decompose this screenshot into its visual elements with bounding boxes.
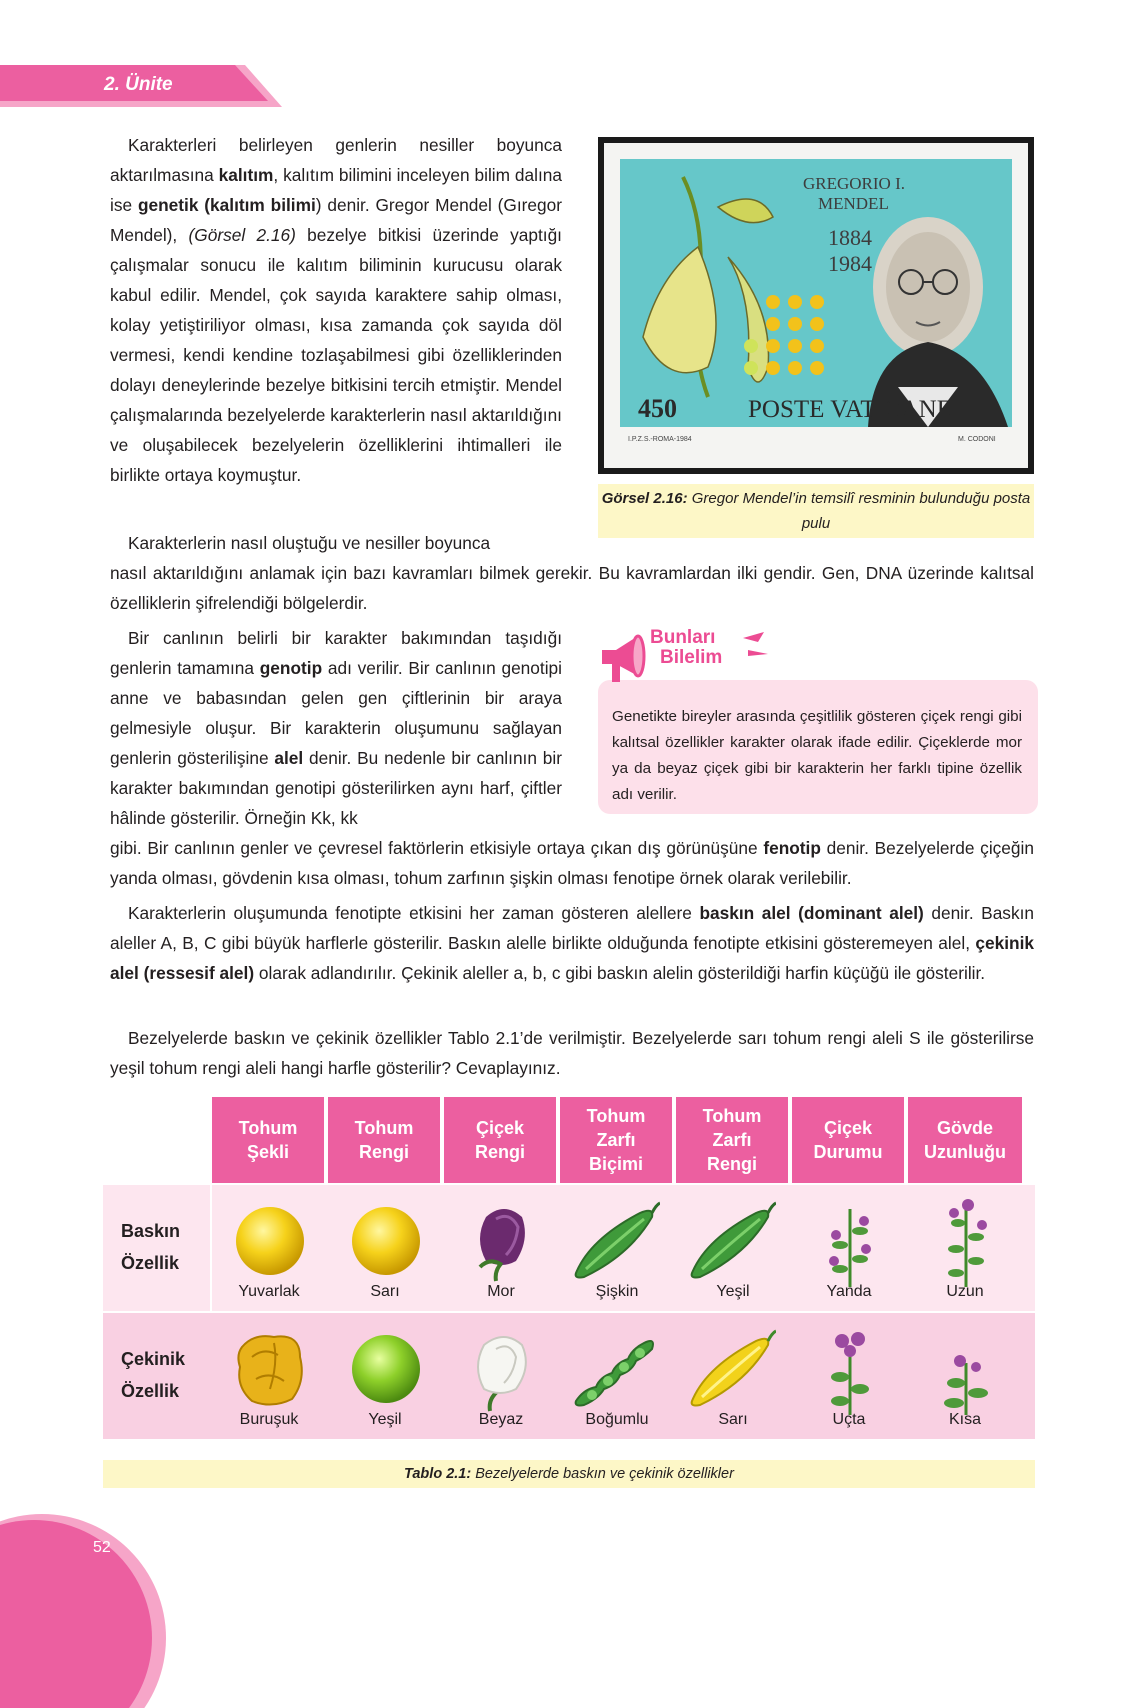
stamp-year-2: 1984: [828, 251, 872, 276]
cell-label: Yeşil: [368, 1411, 402, 1428]
cell-label: Mor: [487, 1283, 515, 1300]
plant-tall-icon: [930, 1199, 1000, 1289]
page-number-badge: [0, 1508, 170, 1708]
plant-axial-flowers-icon: [814, 1199, 884, 1289]
pea-wrinkled-icon: [234, 1327, 304, 1407]
cell-label: Kısa: [948, 1411, 981, 1428]
stamp-country: POSTE VATICANE: [748, 396, 952, 423]
text-run: Bir canlının belirli bir karakter bakımından taşıdığı genlerin tamamına: [110, 628, 562, 678]
figure-ref: (Görsel 2.16): [188, 225, 296, 245]
header-text: Çiçek Durumu: [813, 1118, 883, 1162]
unit-label: 2. Ünite: [104, 74, 173, 95]
header-cell: [444, 1097, 556, 1183]
purple-flower-icon: [466, 1199, 536, 1289]
caption-text: Bezelyelerde baskın ve çekinik özellikler: [471, 1466, 734, 1482]
header-text: Tohum Rengi: [354, 1118, 414, 1162]
cell-axial-flower: [792, 1185, 906, 1311]
stamp-year-1: 1884: [828, 225, 872, 250]
text-run: bezelye bitkisi üzerinde yaptığı çalışmalar sonucu ile kalıtım biliminin kurucusu olarak kabul edilir. Mendel, çok sayıda karaktere sahip olması, kolay yetiştiriliyor olması, kısa zamanda çok sayıda döl vermesi, kendi kendine tozlaşabilmesi gibi özelliklerinden dolayı deneylerinde bezelye bitkisini tercih etmiştir. Mendel çalışmalarında bezelyelerde karakterlerin nasıl aktarıldığını ve oluşabilecek bezelyelerin özelliklerini ihtimalleri ile birlikte ortaya koymuştur.: [110, 225, 562, 485]
stamp-name-1: GREGORIO I.: [803, 174, 905, 193]
cell-label: Uzun: [946, 1283, 984, 1300]
header-cell: [212, 1097, 324, 1183]
text-run: adı verilir. Bir canlının genotipi anne ve babasından gelen gen çiftlerinin bir araya gelmesiyle oluşur. Bir karakterin oluşumunu sağlayan genlerin gösterilişine: [110, 658, 562, 768]
cell-tall-stem: [908, 1185, 1022, 1311]
cell-terminal-flower: [792, 1313, 906, 1439]
pea-pod-inflated-icon: [570, 1199, 660, 1279]
cell-label: Yanda: [826, 1283, 872, 1300]
paragraph-1: [110, 130, 562, 490]
cell-label: Şişkin: [595, 1283, 639, 1300]
cell-green-pod: [676, 1185, 790, 1311]
text-run: denir. Bu nedenle bir canlının bir karakter bakımından genotipi gösterilirken aynı harf, çiftler hâlinde gösterilir. Örneğin Kk, kk: [110, 748, 562, 828]
term-dominant: baskın alel (dominant alel): [699, 903, 924, 923]
cell-yellow-pod: [676, 1313, 790, 1439]
info-title-line-1: Bunları: [650, 627, 716, 648]
mendel-stamp: [598, 137, 1034, 474]
cell-purple-flower: [444, 1185, 558, 1311]
cell-label: Uçta: [832, 1411, 866, 1428]
header-text: Çiçek Rengi: [474, 1118, 525, 1162]
header-cell: [908, 1097, 1022, 1183]
white-flower-icon: [466, 1327, 536, 1417]
figure-caption: [598, 484, 1034, 538]
cell-green-seed: [328, 1313, 442, 1439]
text-run: nasıl aktarıldığını anlamak için bazı kavramları bilmek gerekir. Bu kavramlardan ilki gendir. Gen, DNA üzerinde kalıtsal özelliklerin şifrelendiği bölgelerdir.: [110, 563, 1034, 613]
header-text: Tohum Zarfı Biçimi: [586, 1106, 646, 1174]
pea-pod-constricted-icon: [570, 1327, 660, 1407]
header-text: Gövde Uzunluğu: [924, 1118, 1006, 1162]
text-run: Karakterlerin oluşumunda fenotipte etkisini her zaman gösteren alellere: [128, 903, 700, 923]
cell-wrinkled-seed: [212, 1313, 326, 1439]
paragraph-2-rest: [110, 558, 1034, 618]
cell-label: Yuvarlak: [238, 1283, 300, 1300]
term-alel: alel: [274, 748, 304, 768]
cell-label: Sarı: [370, 1283, 400, 1300]
cell-short-stem: [908, 1313, 1022, 1439]
header-cell: [560, 1097, 672, 1183]
pea-pod-green-icon: [686, 1199, 776, 1279]
term-kalitim: kalıtım: [218, 165, 274, 185]
table-caption: [103, 1460, 1035, 1488]
caption-label: Tablo 2.1:: [404, 1466, 472, 1482]
cell-label: Beyaz: [478, 1411, 524, 1428]
cell-round-seed: [212, 1185, 326, 1311]
stamp-name-2: MENDEL: [818, 194, 889, 213]
plant-terminal-flowers-icon: [814, 1327, 884, 1417]
term-fenotip: fenotip: [763, 838, 821, 858]
text-run: ) denir. Gregor Mendel (Gıregor Mendel),: [110, 195, 562, 245]
term-genetik: genetik (kalıtım bilimi: [137, 195, 316, 215]
pea-pod-yellow-icon: [686, 1327, 776, 1407]
unit-tab: [0, 65, 270, 107]
stamp-print-left: I.P.Z.S.-ROMA-1984: [628, 436, 692, 443]
cell-inflated-pod: [560, 1185, 674, 1311]
text-run: olarak adlandırılır. Çekinik aleller a, b, c gibi baskın alelin gösterildiği harfin küçüğü ile gösterilir.: [254, 963, 986, 983]
stamp-value: 450: [638, 394, 677, 423]
header-cell: [328, 1097, 440, 1183]
header-cell: [792, 1097, 904, 1183]
info-box-title: [650, 628, 722, 668]
cell-white-flower: [444, 1313, 558, 1439]
row-label-recessive: Çekinik Özellik: [121, 1349, 186, 1401]
paragraph-3: [110, 623, 562, 833]
cell-label: Yeşil: [716, 1283, 750, 1300]
header-cell: [676, 1097, 788, 1183]
cell-constricted-pod: [560, 1313, 674, 1439]
text-run: , kalıtım bilimini inceleyen bilim dalına ise: [110, 165, 563, 215]
cell-label: Sarı: [718, 1411, 748, 1428]
paragraph-5: [110, 1023, 1034, 1083]
header-text: Tohum Zarfı Rengi: [702, 1106, 762, 1174]
info-box: [598, 628, 1038, 814]
text-run: Bezelyelerde baskın ve çekinik özellikler Tablo 2.1’de verilmiştir. Bezelyelerde sarı tohum rengi aleli S ile gösterilirse yeşil tohum rengi aleli hangi harfle gösterilir? Cevaplayınız.: [110, 1028, 1034, 1078]
header-text: Tohum Şekli: [238, 1118, 298, 1162]
term-genotip: genotip: [259, 658, 323, 678]
pea-green-icon: [350, 1327, 420, 1407]
pea-yellow-icon: [350, 1199, 420, 1279]
term-ressesif: çekinik alel (ressesif alel): [110, 933, 1034, 983]
pea-round-yellow-icon: [234, 1199, 304, 1279]
info-box-text: Genetikte bireyler arasında çeşitlilik gösteren çiçek rengi gibi kalıtsal özellikler karakter olarak ifade edilir. Çiçeklerde mor ya da beyaz çiçek gibi bir karakterin her farklı tipine özellik adı verilir.: [612, 708, 1022, 803]
page-number: 52: [93, 1539, 111, 1556]
text-run: gibi. Bir canlının genler ve çevresel faktörlerin etkisiyle ortaya çıkan dış görünüşüne: [110, 838, 764, 858]
caption-label: Görsel 2.16:: [601, 490, 688, 507]
row-label-dominant: Baskın Özellik: [121, 1221, 181, 1273]
cell-label: Boğumlu: [585, 1411, 649, 1428]
text-run: denir. Bezelyelerde çiçeğin yanda olması, gövdenin kısa olması, tohum zarfının şişkin olması fenotipe örnek olarak verilebilir.: [110, 838, 1034, 888]
cell-label: Buruşuk: [239, 1411, 299, 1428]
stamp-print-right: M. CODONI: [958, 436, 996, 443]
text-run: Karakterleri belirleyen genlerin nesiller boyunca aktarılmasına: [110, 135, 562, 185]
text-run: Karakterlerin nasıl oluştuğu ve nesiller boyunca: [128, 533, 491, 553]
paragraph-2-start: [128, 528, 562, 558]
paragraph-3-rest: [110, 833, 1034, 893]
paragraph-4: [110, 898, 1034, 988]
text-run: denir. Baskın aleller A, B, C gibi büyük harflerle gösterilir. Baskın alelle birlikte olduğunda fenotipte etkisini gösteremeyen alel,: [110, 903, 1035, 953]
info-title-line-2: Bilelim: [660, 647, 723, 668]
stamp-illustration: [598, 137, 1034, 474]
cell-yellow-seed: [328, 1185, 442, 1311]
caption-text: Gregor Mendel’in temsilî resminin bulunduğu posta pulu: [687, 490, 1031, 532]
plant-short-icon: [930, 1327, 1000, 1417]
